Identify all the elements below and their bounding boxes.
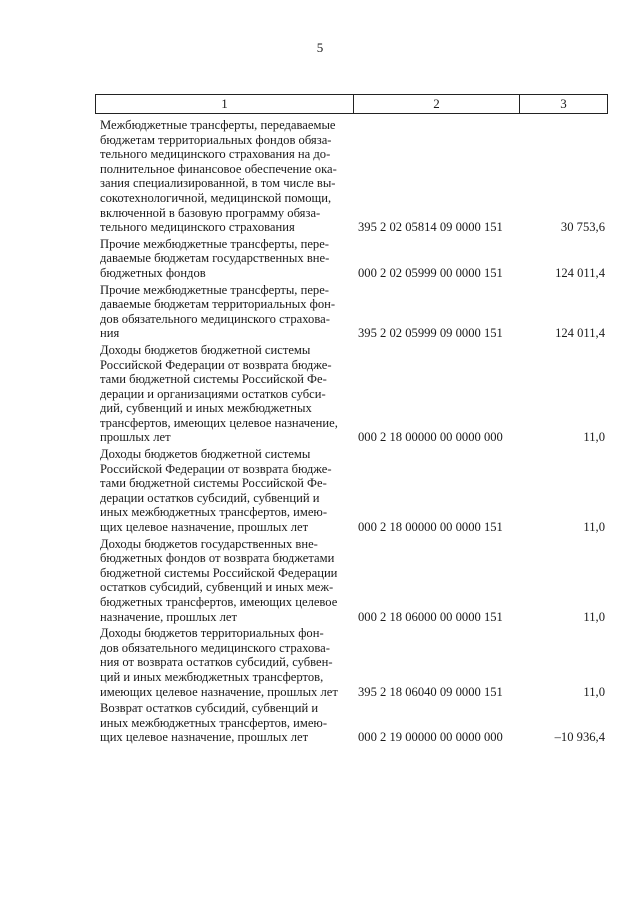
description-line: щих целевое назначение, прошлых лет — [100, 520, 309, 535]
description-line: ния — [100, 326, 120, 341]
description-line: Прочие межбюджетные трансферты, пере- — [100, 236, 329, 251]
description-line: дерации и организациями остатков субси- — [100, 386, 326, 401]
table-row — [100, 535, 605, 625]
row-code: 000 2 19 00000 00 0000 000 — [358, 730, 503, 745]
header-col-1: 1 — [96, 95, 354, 113]
description-line: даваемые бюджетам государственных вне- — [100, 251, 330, 266]
table-row — [100, 699, 605, 745]
row-code: 395 2 02 05814 09 0000 151 — [358, 220, 503, 235]
description-line: трансфертов, имеющих целевое назначение, — [100, 415, 338, 430]
table-body — [100, 116, 605, 745]
description-line: бюджетной системы Российской Федерации — [100, 565, 338, 580]
description-line: сокотехнологичной, медицинской помощи, — [100, 190, 332, 205]
description-line: включенной в базовую программу обяза- — [100, 205, 321, 220]
row-description — [100, 445, 350, 535]
description-line: полнительное финансовое обеспечение ока- — [100, 161, 337, 176]
description-line: ций и иных межбюджетных трансфертов, — [100, 669, 324, 684]
description-line: Доходы бюджетов бюджетной системы — [100, 342, 311, 357]
description-line: бюджетных фондов от возврата бюджетами — [100, 551, 335, 566]
row-code: 000 2 18 00000 00 0000 000 — [358, 430, 503, 445]
row-value: –10 936,4 — [554, 730, 605, 745]
row-code: 000 2 18 06000 00 0000 151 — [358, 609, 503, 624]
description-line: Прочие межбюджетные трансферты, пере- — [100, 282, 329, 297]
description-line: Российской Федерации от возврата бюдже- — [100, 357, 332, 372]
row-description — [100, 624, 350, 699]
description-line: остатков субсидий, субвенций и иных меж- — [100, 580, 334, 595]
row-description — [100, 235, 350, 281]
description-line: Российской Федерации от возврата бюдже- — [100, 461, 332, 476]
page-number: 5 — [316, 40, 324, 55]
row-description — [100, 281, 350, 341]
description-line: Возврат остатков субсидий, субвенций и — [100, 701, 319, 716]
table-row — [100, 624, 605, 699]
header-col-3: 3 — [560, 96, 567, 111]
row-code: 000 2 02 05999 00 0000 151 — [358, 265, 503, 280]
description-line: ния от возврата остатков субсидий, субвен- — [100, 655, 333, 670]
description-line: назначение, прошлых лет — [100, 609, 238, 624]
table-row — [100, 281, 605, 341]
description-line: бюджетных фондов — [100, 265, 206, 280]
description-line: бюджетам территориальных фондов обяза- — [100, 132, 332, 147]
row-value: 124 011,4 — [555, 265, 605, 280]
description-line: бюджетных трансфертов, имеющих целевое — [100, 595, 338, 609]
row-code: 000 2 18 00000 00 0000 151 — [358, 520, 503, 535]
description-line: тами бюджетной системы Российской Фе- — [100, 372, 327, 387]
row-value: 11,0 — [583, 684, 605, 699]
description-line: даваемые бюджетам территориальных фон- — [100, 297, 336, 312]
table-header — [95, 94, 608, 114]
table-row — [100, 341, 605, 445]
description-line: дов обязательного медицинского страхова- — [100, 311, 330, 326]
row-value: 30 753,6 — [560, 220, 605, 235]
description-line: щих целевое назначение, прошлых лет — [100, 730, 309, 745]
description-line: зания специализированной, в том числе вы- — [100, 176, 336, 191]
description-line: Доходы бюджетов территориальных фон- — [100, 626, 324, 641]
description-line: дов обязательного медицинского страхова- — [100, 640, 330, 655]
description-line: Доходы бюджетов государственных вне- — [100, 536, 318, 551]
description-line: тами бюджетной системы Российской Фе- — [100, 476, 327, 491]
row-value: 11,0 — [583, 430, 605, 445]
table-row — [100, 445, 605, 535]
description-line: иных межбюджетных трансфертов, имею- — [100, 505, 328, 520]
description-line: Доходы бюджетов бюджетной системы — [100, 447, 311, 462]
row-description — [100, 535, 350, 625]
row-description — [100, 341, 350, 445]
header-col-2: 2 — [354, 95, 520, 113]
description-line: прошлых лет — [100, 430, 171, 445]
description-line: тельного медицинского страхования — [100, 220, 295, 235]
row-description — [100, 699, 350, 745]
description-line: Межбюджетные трансферты, передаваемые — [100, 118, 336, 132]
row-code: 395 2 18 06040 09 0000 151 — [358, 684, 503, 699]
description-line: имеющих целевое назначение, прошлых лет — [100, 684, 338, 699]
description-line: дий, субвенций и иных межбюджетных — [100, 401, 312, 416]
row-value: 11,0 — [583, 520, 605, 535]
table-row — [100, 116, 605, 235]
table-row — [100, 235, 605, 281]
description-line: иных межбюджетных трансфертов, имею- — [100, 715, 328, 730]
row-value: 11,0 — [583, 609, 605, 624]
row-description — [100, 116, 350, 235]
row-value: 124 011,4 — [555, 326, 605, 341]
row-code: 395 2 02 05999 09 0000 151 — [358, 326, 503, 341]
description-line: дерации остатков субсидий, субвенций и — [100, 490, 320, 505]
description-line: тельного медицинского страхования на до- — [100, 147, 331, 162]
